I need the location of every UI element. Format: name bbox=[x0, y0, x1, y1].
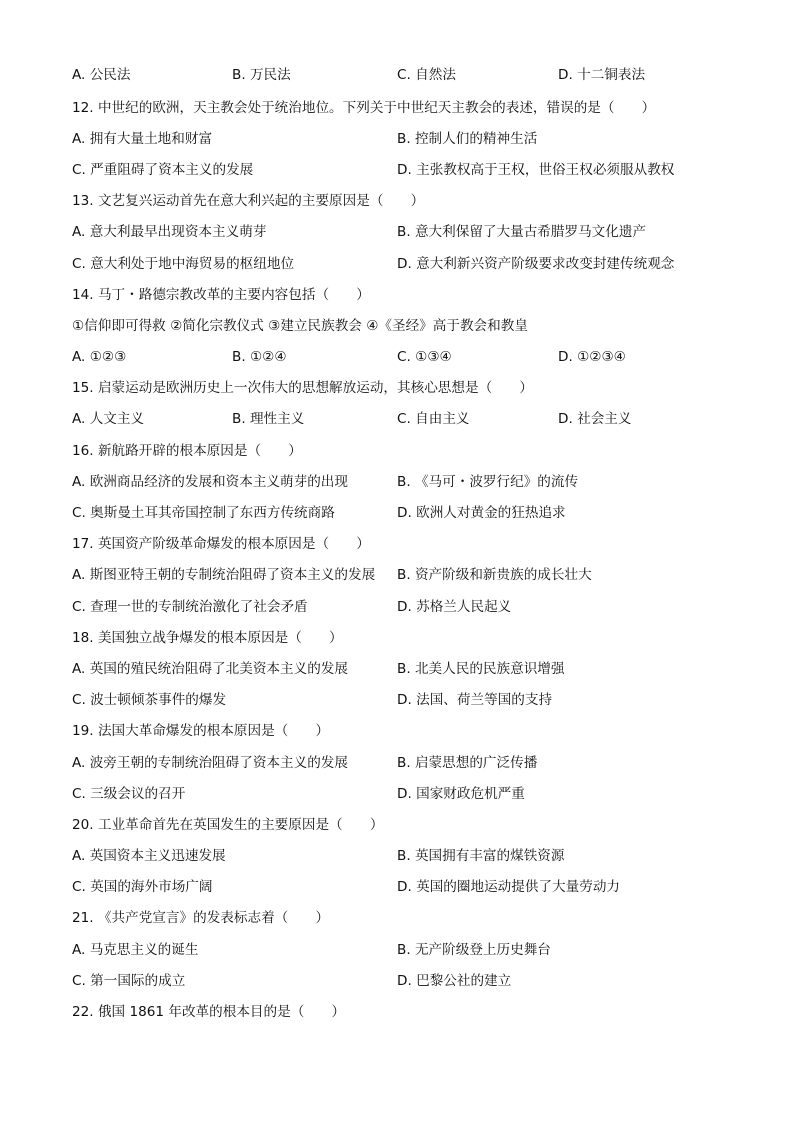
option-a: A. 人文主义 bbox=[72, 411, 145, 427]
option-a: A. 斯图亚特王朝的专制统治阻碍了资本主义的发展 bbox=[72, 567, 376, 583]
question-stem: 20. 工业革命首先在英国发生的主要原因是（ ） bbox=[72, 817, 384, 833]
options-row bbox=[72, 783, 734, 805]
option-b: B. 《马可・波罗行纪》的流传 bbox=[397, 474, 579, 490]
option-a: A. 拥有大量土地和财富 bbox=[72, 131, 213, 147]
options-row bbox=[72, 64, 734, 86]
options-row bbox=[72, 471, 734, 493]
option-d: D. 国家财政危机严重 bbox=[397, 786, 525, 802]
option-b: B. 英国拥有丰富的煤铁资源 bbox=[397, 848, 565, 864]
option-c: C. 自然法 bbox=[397, 67, 456, 83]
options-row bbox=[72, 346, 734, 368]
option-b: B. 资产阶级和新贵族的成长壮大 bbox=[397, 567, 592, 583]
options-row bbox=[72, 658, 734, 680]
option-b: B. 控制人们的精神生活 bbox=[397, 131, 538, 147]
question-stem: 18. 美国独立战争爆发的根本原因是（ ） bbox=[72, 630, 343, 646]
option-c: C. ①③④ bbox=[397, 349, 452, 365]
question-stem: 12. 中世纪的欧洲，天主教会处于统治地位。下列关于中世纪天主教会的表述，错误的是（ ） bbox=[72, 100, 656, 116]
question-stem: 14. 马丁・路德宗教改革的主要内容包括（ ） bbox=[72, 287, 370, 303]
option-b: B. 意大利保留了大量古希腊罗马文化遗产 bbox=[397, 224, 647, 240]
options-row bbox=[72, 876, 734, 898]
option-a: A. 英国资本主义迅速发展 bbox=[72, 848, 226, 864]
option-d: D. ①②③④ bbox=[558, 349, 626, 365]
options-row bbox=[72, 253, 734, 275]
option-a: A. 马克思主义的诞生 bbox=[72, 942, 199, 958]
options-row bbox=[72, 845, 734, 867]
option-d: D. 主张教权高于王权，世俗王权必须服从教权 bbox=[397, 162, 675, 178]
option-c: C. 波士顿倾茶事件的爆发 bbox=[72, 692, 227, 708]
question-stem: 17. 英国资产阶级革命爆发的根本原因是（ ） bbox=[72, 536, 370, 552]
option-d: D. 意大利新兴资产阶级要求改变封建传统观念 bbox=[397, 256, 675, 272]
option-c: C. 自由主义 bbox=[397, 411, 470, 427]
option-c: C. 三级会议的召开 bbox=[72, 786, 186, 802]
question-stem: 15. 启蒙运动是欧洲历史上一次伟大的思想解放运动，其核心思想是（ ） bbox=[72, 380, 533, 396]
options-row bbox=[72, 564, 734, 586]
options-row bbox=[72, 689, 734, 711]
option-b: B. 启蒙思想的广泛传播 bbox=[397, 755, 538, 771]
options-row bbox=[72, 408, 734, 430]
option-d: D. 英国的圈地运动提供了大量劳动力 bbox=[397, 879, 621, 895]
question-stem: 21. 《共产党宣言》的发表标志着（ ） bbox=[72, 910, 330, 926]
question-sub-items: ①信仰即可得救 ②简化宗教仪式 ③建立民族教会 ④《圣经》高于教会和教皇 bbox=[72, 318, 528, 334]
option-d: D. 法国、荷兰等国的支持 bbox=[397, 692, 553, 708]
options-row bbox=[72, 128, 734, 150]
option-b: B. 理性主义 bbox=[232, 411, 305, 427]
question-stem: 22. 俄国 1861 年改革的根本目的是（ ） bbox=[72, 1004, 346, 1020]
option-a: A. ①②③ bbox=[72, 349, 127, 365]
option-b: B. ①②④ bbox=[232, 349, 287, 365]
option-c: C. 意大利处于地中海贸易的枢纽地位 bbox=[72, 256, 295, 272]
option-d: D. 巴黎公社的建立 bbox=[397, 973, 512, 989]
option-c: C. 第一国际的成立 bbox=[72, 973, 186, 989]
options-row bbox=[72, 502, 734, 524]
option-b: B. 北美人民的民族意识增强 bbox=[397, 661, 565, 677]
option-a: A. 波旁王朝的专制统治阻碍了资本主义的发展 bbox=[72, 755, 348, 771]
option-d: D. 苏格兰人民起义 bbox=[397, 599, 512, 615]
option-a: A. 英国的殖民统治阻碍了北美资本主义的发展 bbox=[72, 661, 348, 677]
option-b: B. 万民法 bbox=[232, 67, 291, 83]
option-c: C. 查理一世的专制统治激化了社会矛盾 bbox=[72, 599, 308, 615]
option-b: B. 无产阶级登上历史舞台 bbox=[397, 942, 551, 958]
options-row bbox=[72, 159, 734, 181]
question-stem: 19. 法国大革命爆发的根本原因是（ ） bbox=[72, 723, 330, 739]
option-d: D. 十二铜表法 bbox=[558, 67, 646, 83]
question-stem: 13. 文艺复兴运动首先在意大利兴起的主要原因是（ ） bbox=[72, 193, 425, 209]
option-d: D. 欧洲人对黄金的狂热追求 bbox=[397, 505, 566, 521]
options-row bbox=[72, 939, 734, 961]
option-d: D. 社会主义 bbox=[558, 411, 632, 427]
option-a: A. 公民法 bbox=[72, 67, 131, 83]
question-stem: 16. 新航路开辟的根本原因是（ ） bbox=[72, 443, 302, 459]
options-row bbox=[72, 752, 734, 774]
options-row bbox=[72, 596, 734, 618]
option-a: A. 意大利最早出现资本主义萌芽 bbox=[72, 224, 267, 240]
option-a: A. 欧洲商品经济的发展和资本主义萌芽的出现 bbox=[72, 474, 348, 490]
options-row bbox=[72, 221, 734, 243]
options-row bbox=[72, 970, 734, 992]
option-c: C. 英国的海外市场广阔 bbox=[72, 879, 213, 895]
option-c: C. 奥斯曼土耳其帝国控制了东西方传统商路 bbox=[72, 505, 335, 521]
option-c: C. 严重阻碍了资本主义的发展 bbox=[72, 162, 254, 178]
